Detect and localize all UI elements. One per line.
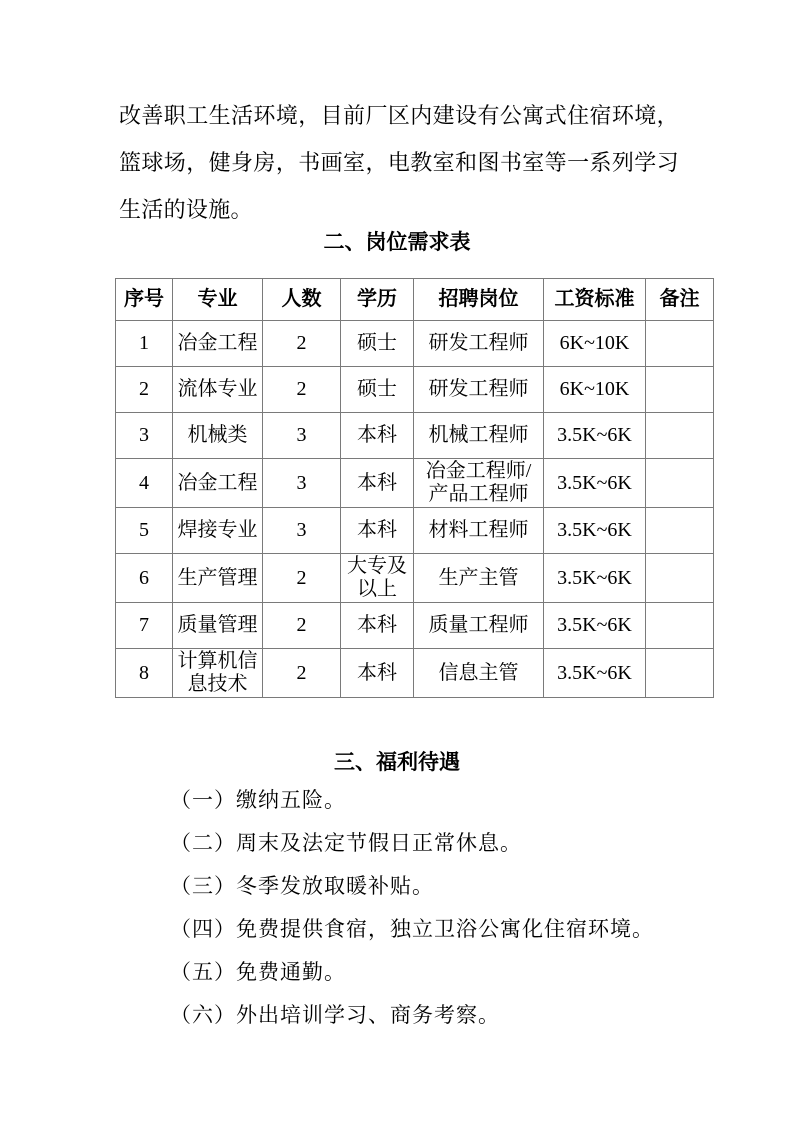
cell-note [646,603,714,649]
benefit-item: （四）免费提供食宿，独立卫浴公寓化住宿环境。 [170,917,654,941]
cell-salary: 3.5K~6K [544,508,646,554]
cell-major: 质量管理 [173,603,263,649]
cell-count: 3 [263,413,341,459]
cell-count: 3 [263,459,341,508]
positions-table [115,278,714,698]
cell-position: 材料工程师 [414,508,544,554]
cell-education: 大专及以上 [341,554,414,603]
table-row [116,508,714,554]
table-row [116,321,714,367]
benefit-item: （六）外出培训学习、商务考察。 [170,1003,500,1027]
cell-no: 6 [116,554,173,603]
col-header-education: 学历 [341,279,414,321]
cell-education: 本科 [341,413,414,459]
intro-paragraph: 改善职工生活环境，目前厂区内建设有公寓式住宿环境，篮球场，健身房，书画室，电教室和图书室等一系列学习生活的设施。 [119,103,679,222]
cell-position: 质量工程师 [414,603,544,649]
cell-position: 生产主管 [414,554,544,603]
cell-count: 2 [263,603,341,649]
benefit-item: （二）周末及法定节假日正常休息。 [170,831,522,855]
cell-no: 4 [116,459,173,508]
cell-salary: 3.5K~6K [544,649,646,698]
cell-major: 计算机信息技术 [173,649,263,698]
cell-major: 焊接专业 [173,508,263,554]
cell-position: 冶金工程师/产品工程师 [414,459,544,508]
cell-count: 2 [263,554,341,603]
col-header-count: 人数 [263,279,341,321]
cell-salary: 3.5K~6K [544,603,646,649]
table-header-row [116,279,714,321]
cell-salary: 3.5K~6K [544,554,646,603]
table-row [116,554,714,603]
benefit-item: （一）缴纳五险。 [170,788,346,812]
cell-note [646,321,714,367]
cell-education: 本科 [341,603,414,649]
cell-major: 冶金工程 [173,459,263,508]
cell-no: 8 [116,649,173,698]
cell-note [646,413,714,459]
col-header-note: 备注 [646,279,714,321]
benefit-item: （三）冬季发放取暖补贴。 [170,874,434,898]
benefit-item: （五）免费通勤。 [170,960,346,984]
cell-no: 7 [116,603,173,649]
cell-education: 本科 [341,459,414,508]
col-header-major: 专业 [173,279,263,321]
cell-major: 流体专业 [173,367,263,413]
col-header-position: 招聘岗位 [414,279,544,321]
cell-major: 生产管理 [173,554,263,603]
col-header-salary: 工资标准 [544,279,646,321]
cell-salary: 6K~10K [544,321,646,367]
cell-education: 硕士 [341,367,414,413]
cell-no: 2 [116,367,173,413]
cell-position: 研发工程师 [414,367,544,413]
cell-no: 5 [116,508,173,554]
cell-position: 研发工程师 [414,321,544,367]
cell-note [646,508,714,554]
table-row [116,649,714,698]
cell-count: 2 [263,367,341,413]
cell-salary: 3.5K~6K [544,413,646,459]
cell-note [646,367,714,413]
section-title-positions: 二、岗位需求表 [323,231,471,254]
cell-note [646,554,714,603]
cell-education: 本科 [341,649,414,698]
cell-count: 2 [263,321,341,367]
table-row [116,603,714,649]
table-row [116,413,714,459]
table-row [116,459,714,508]
cell-salary: 6K~10K [544,367,646,413]
benefits-list [170,779,654,1037]
cell-education: 本科 [341,508,414,554]
cell-no: 3 [116,413,173,459]
cell-note [646,459,714,508]
cell-position: 机械工程师 [414,413,544,459]
cell-count: 3 [263,508,341,554]
cell-note [646,649,714,698]
cell-major: 机械类 [173,413,263,459]
section-title-benefits: 三、福利待遇 [334,751,460,774]
cell-position: 信息主管 [414,649,544,698]
cell-count: 2 [263,649,341,698]
cell-major: 冶金工程 [173,321,263,367]
col-header-no: 序号 [116,279,173,321]
table-row [116,367,714,413]
cell-no: 1 [116,321,173,367]
cell-salary: 3.5K~6K [544,459,646,508]
cell-education: 硕士 [341,321,414,367]
